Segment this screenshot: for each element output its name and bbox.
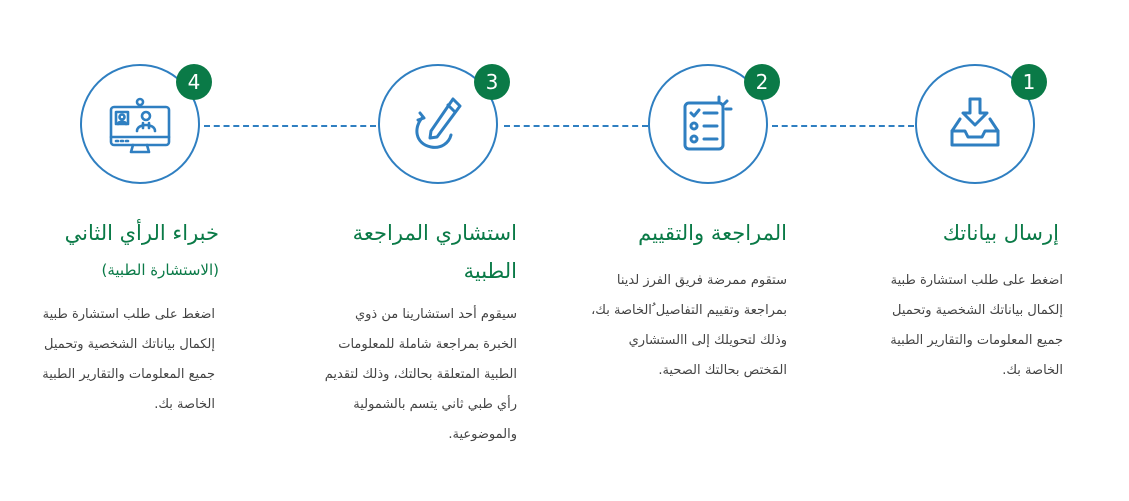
doctor-monitor-icon [105,89,175,159]
step-title: المراجعة والتقييم [638,221,787,245]
step-title: خبراء الرأي الثاني [64,221,219,245]
step-description: اضغط على طلب استشارة طبية إلكمال بياناتك الشخصية وتحميل جميع المعلومات والتقارير الطبية الخاصة بك. [890,273,1063,378]
step-title: استشاري المراجعة الطبية [352,221,517,283]
step-number-badge: 4 [176,64,212,100]
step-number-badge: 2 [744,64,780,100]
connector-line [504,125,648,127]
step-number-badge: 1 [1011,64,1047,100]
step-title: إرسال بياناتك [942,221,1059,245]
step-subtitle: (الاستشارة الطبية) [101,261,219,279]
step-3-icon-circle [378,64,498,184]
pencil-edit-icon [403,89,473,159]
step-number-badge: 3 [474,64,510,100]
step-4-icon-circle [80,64,200,184]
checklist-icon [673,89,743,159]
step-description: سيقوم أحد استشارينا من ذوي الخبرة بمراجعة شاملة للمعلومات الطبية المتعلقة بحالتك، وذلك لتقديم رأي طبي ثاني يتسم بالشمولية والموضوعية. [324,307,517,442]
inbox-download-icon [940,89,1010,159]
step-1-icon-circle [915,64,1035,184]
connector-line [772,125,914,127]
step-2-icon-circle [648,64,768,184]
step-description: ستقوم ممرضة فريق الفرز لدينا بمراجعة وتقييم التفاصيل ُالخاصة بك، وذلك لتحويلك إلى االستشاري المَختص بحالتك الصحية. [591,273,787,378]
step-description: اضغط على طلب استشارة طبية إلكمال بياناتك الشخصية وتحميل جميع المعلومات والتقارير الطبية الخاصة بك. [42,307,215,412]
connector-line [204,125,376,127]
